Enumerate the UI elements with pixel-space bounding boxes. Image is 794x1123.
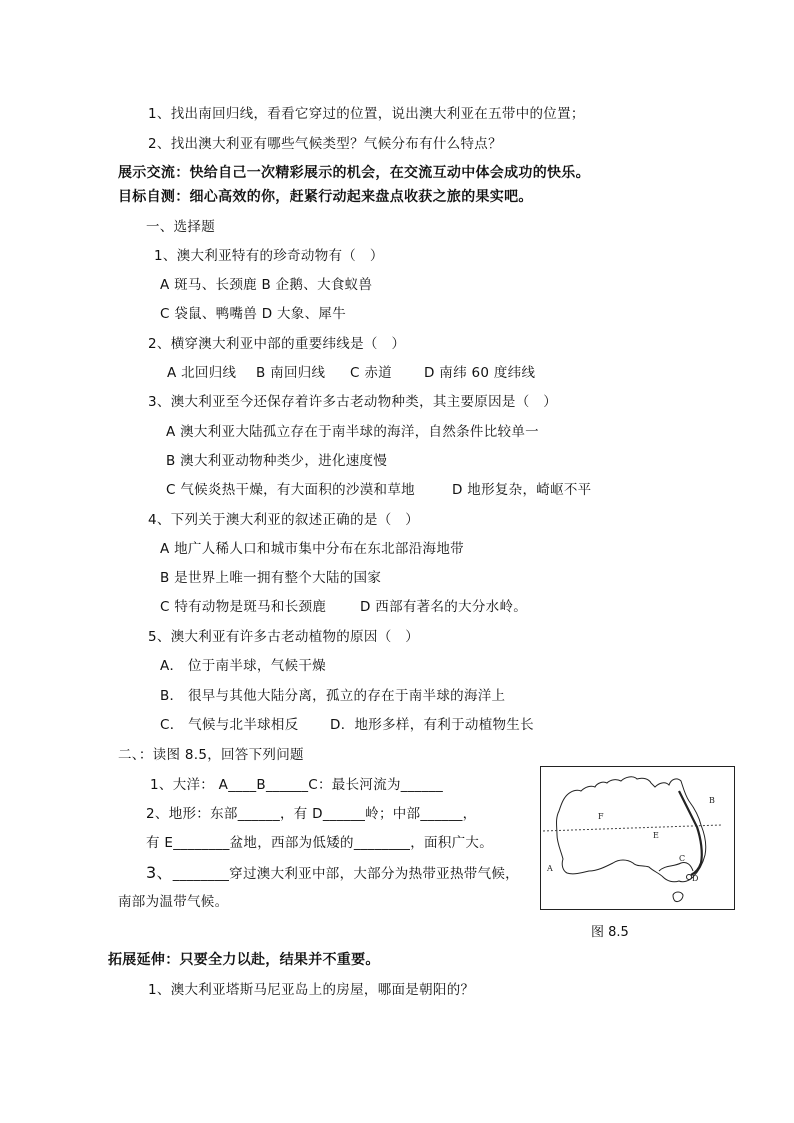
murray-river-line xyxy=(659,862,693,871)
goal-text: 细心高效的你，赶紧行动起来盘点收获之旅的果实吧。 xyxy=(189,189,533,205)
city-marker xyxy=(687,875,692,880)
section2-line-5: 南部为温带气候。 xyxy=(118,894,229,910)
show-text: 快给自己一次精彩展示的机会，在交流互动中体会成功的快乐。 xyxy=(189,165,590,181)
tasmania-outline xyxy=(673,892,683,902)
label-b: B xyxy=(709,796,715,805)
extend-section xyxy=(108,951,380,969)
australia-outline xyxy=(557,777,706,882)
q1-stem: 1、澳大利亚特有的珍奇动物有（ ） xyxy=(154,248,384,264)
label-a: A xyxy=(547,864,553,873)
q1-options-cd: C 袋鼠、鸭嘴兽 D 大象、犀牛 xyxy=(160,306,346,322)
q5-option-b: B． 很早与其他大陆分离，孤立的存在于南半球的海洋上 xyxy=(160,688,506,704)
australia-map xyxy=(541,767,734,909)
extend-heading: 拓展延伸： xyxy=(108,952,180,968)
label-c: C xyxy=(679,854,686,863)
section1-title: 一、选择题 xyxy=(146,219,215,235)
activity-question-2: 2、找出澳大利亚有哪些气候类型？气候分布有什么特点？ xyxy=(148,136,502,152)
q1-options-ab: A 斑马、长颈鹿 B 企鹅、大食蚁兽 xyxy=(160,277,373,293)
q4-option-c: C 特有动物是斑马和长颈鹿 xyxy=(160,599,327,615)
q4-option-b: B 是世界上唯一拥有整个大陆的国家 xyxy=(160,570,382,586)
section2-line-3: 有 E________盆地，西部为低矮的________，面积广大。 xyxy=(146,835,494,851)
figure-caption: 图 8.5 xyxy=(591,925,629,940)
label-e: E xyxy=(653,831,659,840)
q4-option-d: D 西部有著名的大分水岭。 xyxy=(360,599,528,615)
section2-line-2: 2、地形：东部______，有 D______岭；中部______， xyxy=(146,806,477,822)
q5-option-a: A． 位于南半球，气候干燥 xyxy=(160,658,326,674)
section2-line-4-text: ________穿过澳大利亚中部，大部分为热带亚热带气候， xyxy=(172,866,519,882)
section2-line-1: 1、大洋： A____B______C：最长河流为______ xyxy=(150,777,444,793)
goal-heading: 目标自测： xyxy=(118,189,190,205)
q3-stem: 3、澳大利亚至今还保存着许多古老动物种类，其主要原因是（ ） xyxy=(148,394,558,410)
q4-option-a: A 地广人稀人口和城市集中分布在东北部沿海地带 xyxy=(160,541,464,557)
section2-line-4-number: 3、 xyxy=(146,863,173,882)
q2-option-d: D 南纬 60 度纬线 xyxy=(424,365,536,381)
q2-option-c: C 赤道 xyxy=(350,365,392,381)
q3-option-c: C 气候炎热干燥，有大面积的沙漠和草地 xyxy=(166,482,415,498)
q2-option-b: B 南回归线 xyxy=(256,365,326,381)
q2-option-a: A 北回归线 xyxy=(167,365,237,381)
tropic-of-capricorn-line xyxy=(543,825,721,831)
q3-option-d: D 地形复杂，崎岖不平 xyxy=(452,482,592,498)
q4-stem: 4、下列关于澳大利亚的叙述正确的是（ ） xyxy=(148,512,420,528)
label-d: D xyxy=(692,874,699,883)
extend-text: 只要全力以赴，结果并不重要。 xyxy=(179,952,380,968)
section2-line-4 xyxy=(146,864,519,883)
section2-title: 二、：读图 8.5，回答下列问题 xyxy=(118,747,304,763)
q3-option-a: A 澳大利亚大陆孤立存在于南半球的海洋，自然条件比较单一 xyxy=(166,424,539,440)
extend-question-1: 1、澳大利亚塔斯马尼亚岛上的房屋，哪面是朝阳的？ xyxy=(148,982,475,998)
q2-stem: 2、横穿澳大利亚中部的重要纬线是（ ） xyxy=(148,336,406,352)
goal-section xyxy=(118,188,533,206)
q3-option-b: B 澳大利亚动物种类少，进化速度慢 xyxy=(166,453,388,469)
show-section xyxy=(118,164,590,182)
q5-stem: 5、澳大利亚有许多古老动植物的原因（ ） xyxy=(148,629,420,645)
activity-question-1: 1、找出南回归线，看看它穿过的位置，说出澳大利亚在五带中的位置； xyxy=(148,106,585,122)
q5-option-d: D．地形多样，有利于动植物生长 xyxy=(330,717,534,733)
show-heading: 展示交流： xyxy=(118,165,190,181)
australia-map-figure xyxy=(540,766,735,910)
q5-option-c: C． 气候与北半球相反 xyxy=(160,717,299,733)
label-f: F xyxy=(598,812,604,821)
